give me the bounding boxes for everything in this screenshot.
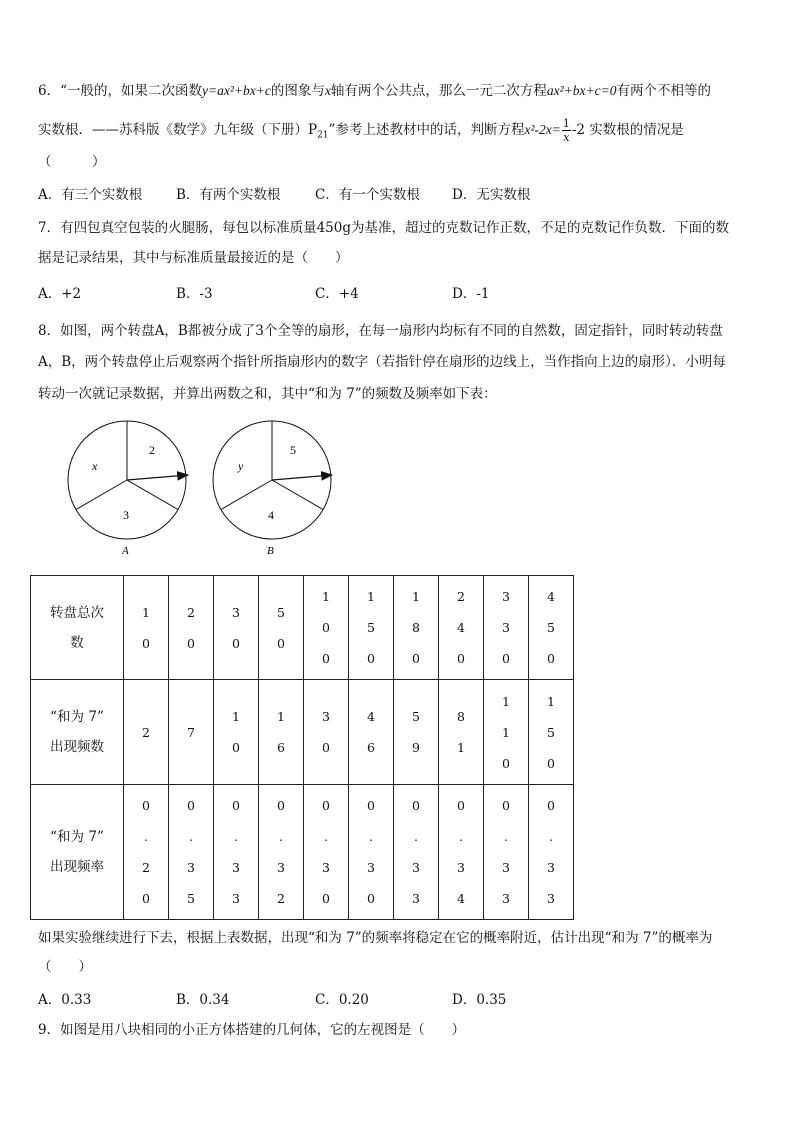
count-cell-value: 4 6 (367, 709, 375, 755)
total-cell (304, 576, 349, 680)
q8-line1: 8．如图，两个转盘A，B都被分成了3个全等的扇形，在每一扇形内均标有不同的自然数，固定指针，同时转动转盘 (38, 323, 723, 339)
row-header-line: 出现频率 (50, 859, 104, 875)
count-cell (439, 680, 484, 785)
total-cell-value: 1 0 0 (322, 589, 330, 666)
q7-line2: 据是记录结果，其中与标准质量最接近的是（ ） (38, 250, 349, 266)
total-cell-value: 1 8 0 (412, 589, 420, 666)
count-cell-value: 7 (187, 724, 195, 740)
q7-options (38, 284, 738, 304)
rate-cell (484, 785, 529, 920)
count-cell-value: 2 (142, 724, 150, 740)
table-row-counts (31, 680, 574, 785)
rate-cell-value: 0 . 3 3 (547, 798, 555, 906)
q6-fraction-numerator: 1 (562, 117, 570, 130)
q8-line2: A，B，两个转盘停止后观察两个指针所指扇形内的数字（若指针停在扇形的边线上，当作指向上边的扇形）．小明每 (38, 354, 726, 370)
rate-cell-value: 0 . 3 3 (412, 798, 420, 906)
q6-x-variable: x (324, 83, 331, 98)
q6-text-a: 6．“一般的，如果二次函数 (38, 83, 202, 99)
rate-cell-value: 0 . 3 4 (457, 798, 465, 906)
rate-cell-value: 0 . 3 0 (322, 798, 330, 906)
total-cell (394, 576, 439, 680)
q6-option-a[interactable]: A．有三个实数根 (38, 187, 143, 203)
row-header-counts (31, 680, 124, 785)
total-cell-value: 4 5 0 (547, 589, 555, 666)
spinner-a-label-2: 2 (149, 443, 155, 457)
count-cell (169, 680, 214, 785)
rate-cell-value: 0 . 2 0 (142, 798, 150, 906)
q6-option-d[interactable]: D．无实数根 (452, 187, 531, 203)
q6-text-e: 实数根．——苏科版《数学》九年级（下册）P (38, 122, 318, 138)
rate-cell-value: 0 . 3 2 (277, 798, 285, 906)
table-row-totals (31, 576, 574, 680)
count-cell (529, 680, 574, 785)
total-cell (214, 576, 259, 680)
total-cell (349, 576, 394, 680)
total-cell (169, 576, 214, 680)
count-cell (394, 680, 439, 785)
q6-fraction-denominator: x (563, 131, 570, 144)
count-cell-value: 1 5 0 (547, 693, 555, 771)
q6-fraction (562, 117, 571, 144)
q6-text-b: 的图象与 (270, 83, 325, 99)
count-cell-value: 1 1 0 (502, 693, 510, 771)
total-cell-value: 3 3 0 (502, 589, 510, 666)
spinner-a-name: A (122, 545, 129, 557)
row-header-rates (31, 785, 124, 920)
q9-line1: 9．如图是用八块相同的小正方体搭建的几何体，它的左视图是（ ） (38, 1022, 466, 1038)
rate-cell-value: 0 . 3 3 (502, 798, 510, 906)
rate-cell (169, 785, 214, 920)
count-cell (349, 680, 394, 785)
q8-line3: 转动一次就记录数据，并算出两数之和，其中“和为 7”的频数及频率如下表： (38, 386, 497, 402)
q6-text-f: ”参考上述教材中的话，判断方程 (328, 122, 525, 138)
total-cell-value: 2 0 (187, 604, 195, 651)
total-cell (484, 576, 529, 680)
row-header-line: 转盘总次 (50, 604, 104, 621)
q8-option-c[interactable]: C．0.20 (315, 992, 369, 1008)
row-header-totals (31, 576, 124, 680)
spinner-b-label-5: 5 (290, 443, 296, 457)
spinner-a-pointer (127, 475, 188, 480)
spinner-a-label-3: 3 (123, 508, 129, 522)
rate-cell-value: 0 . 3 5 (187, 798, 195, 906)
rate-cell (124, 785, 169, 920)
table-row-rates (31, 785, 574, 920)
count-cell (484, 680, 529, 785)
rate-cell (349, 785, 394, 920)
row-header-line: “和为 7” (50, 829, 104, 845)
spinner-b (213, 421, 332, 557)
total-cell-value: 3 0 (232, 604, 240, 651)
row-header-line: “和为 7” (50, 709, 104, 725)
q8-option-d[interactable]: D．0.35 (452, 992, 507, 1008)
q8-options (38, 990, 738, 1010)
total-cell (529, 576, 574, 680)
frequency-table (30, 575, 574, 920)
rate-cell (214, 785, 259, 920)
q6-text-g: -2 实数根的情况是 (571, 122, 684, 138)
spinner-b-label-y: y (238, 459, 244, 473)
rate-cell-value: 0 . 3 0 (367, 798, 375, 906)
q8-after-text: 如果实验继续进行下去，根据上表数据，出现“和为 7”的频率将稳定在它的概率附近，估计出现“和为 7”的概率为 (38, 930, 713, 946)
total-cell-value: 2 4 0 (457, 589, 465, 666)
rate-cell (394, 785, 439, 920)
count-cell (259, 680, 304, 785)
q6-text-c: 轴有两个公共点，那么一元二次方程 (330, 83, 547, 99)
total-cell-value: 1 5 0 (367, 589, 375, 666)
q6-options (38, 185, 738, 205)
count-cell (214, 680, 259, 785)
q7-option-b[interactable]: B．-3 (176, 286, 213, 302)
rate-cell (439, 785, 484, 920)
total-cell (124, 576, 169, 680)
rate-cell (529, 785, 574, 920)
q6-option-b[interactable]: B．有两个实数根 (176, 187, 281, 203)
total-cell-value: 5 0 (277, 604, 285, 651)
row-header-line: 出现频数 (50, 739, 104, 755)
rate-cell (304, 785, 349, 920)
spinner-a (68, 421, 188, 557)
total-cell (439, 576, 484, 680)
q6-line2 (38, 117, 684, 149)
q7-option-a[interactable]: A．+2 (38, 286, 82, 302)
q6-equation: ax²+bx+c=0 (546, 83, 617, 98)
q7-option-c[interactable]: C．+4 (315, 286, 359, 302)
q8-option-a[interactable]: A．0.33 (38, 992, 92, 1008)
row-header-line: 数 (70, 634, 84, 651)
q6-page-subscript: 21 (317, 130, 329, 141)
spinner-a-label-x: x (92, 459, 98, 473)
q7-option-d[interactable]: D．-1 (452, 286, 490, 302)
q6-function: y=ax²+bx+c (202, 83, 271, 98)
q7-line1: 7．有四包真空包装的火腿肠，每包以标准质量450g为基准，超过的克数记作正数，不足的克数记作负数．下面的数 (38, 220, 729, 236)
q6-option-c[interactable]: C．有一个实数根 (315, 187, 420, 203)
spinner-diagram (62, 418, 352, 563)
count-cell-value: 8 1 (457, 709, 465, 755)
total-cell (259, 576, 304, 680)
rate-cell (259, 785, 304, 920)
q6-text-d: 有两个不相等的 (616, 83, 711, 99)
count-cell (124, 680, 169, 785)
q8-option-b[interactable]: B．0.34 (176, 992, 230, 1008)
count-cell-value: 1 6 (277, 709, 285, 755)
q6-answer-paren: （ ） (38, 154, 106, 170)
q8-answer-paren: （ ） (38, 959, 92, 975)
total-cell-value: 1 0 (142, 604, 150, 651)
count-cell-value: 3 0 (322, 709, 330, 755)
spinner-b-name: B (267, 545, 274, 557)
spinner-b-pointer (272, 475, 332, 480)
rate-cell-value: 0 . 3 3 (232, 798, 240, 906)
count-cell (304, 680, 349, 785)
count-cell-value: 5 9 (412, 709, 420, 755)
count-cell-value: 1 0 (232, 709, 240, 755)
spinner-b-label-4: 4 (268, 508, 274, 522)
q6-line1 (38, 81, 711, 101)
q6-equation-2: x²-2x= (524, 122, 561, 137)
